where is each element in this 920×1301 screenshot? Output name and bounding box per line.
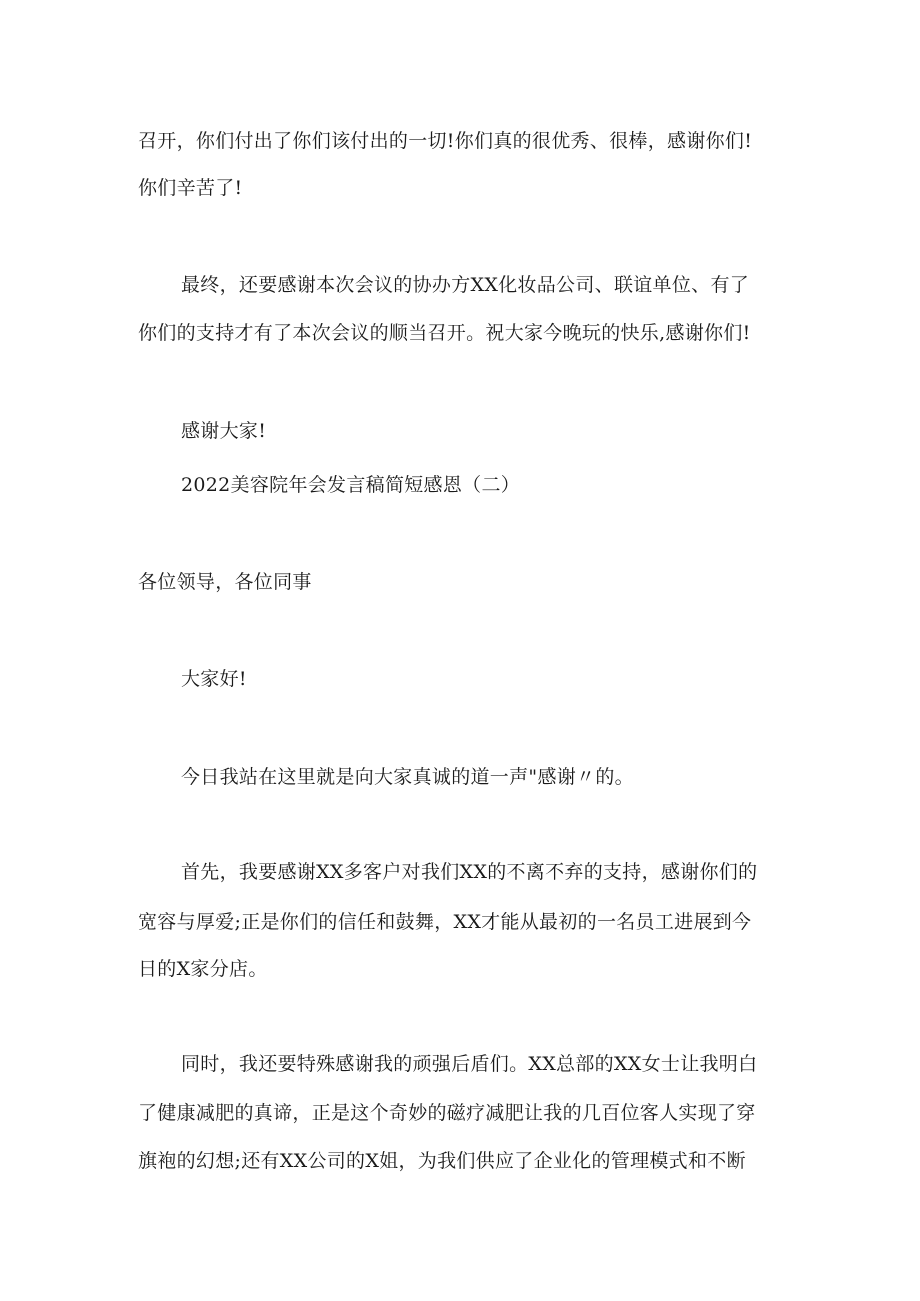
text-line: 你们辛苦了! (138, 177, 243, 199)
section-title: 2022美容院年会发言稿简短感恩（二） (181, 474, 521, 496)
text-line: 日的X家分店。 (138, 958, 268, 980)
text-line: 召开，你们付出了你们该付出的一切!你们真的很优秀、很棒，感谢你们! (138, 130, 753, 152)
text-line: 宽容与厚爱;正是你们的信任和鼓舞，XX才能从最初的一名员工进展到今 (138, 911, 752, 933)
salutation: 各位领导，各位同事 (138, 571, 312, 593)
closing-line: 感谢大家! (181, 420, 267, 442)
paragraph-line: 首先，我要感谢XX多客户对我们XX的不离不弃的支持，感谢你们的 (181, 861, 758, 883)
paragraph-line: 同时，我还要特殊感谢我的顽强后盾们。XX总部的XX女士让我明白 (181, 1053, 758, 1075)
paragraph-line: 今日我站在这里就是向大家真诚的道一声"感谢〃的。 (181, 766, 634, 788)
text-line: 旗袍的幻想;还有XX公司的X姐，为我们供应了企业化的管理模式和不断 (138, 1150, 746, 1172)
paragraph-line: 最终，还要感谢本次会议的协办方XX化妆品公司、联谊单位、有了 (181, 274, 750, 296)
text-line: 了健康减肥的真谛，正是这个奇妙的磁疗减肥让我的几百位客人实现了穿 (138, 1102, 756, 1124)
greeting: 大家好! (181, 668, 247, 690)
text-line: 你们的支持才有了本次会议的顺当召开。祝大家今晚玩的快乐,感谢你们! (138, 322, 751, 344)
